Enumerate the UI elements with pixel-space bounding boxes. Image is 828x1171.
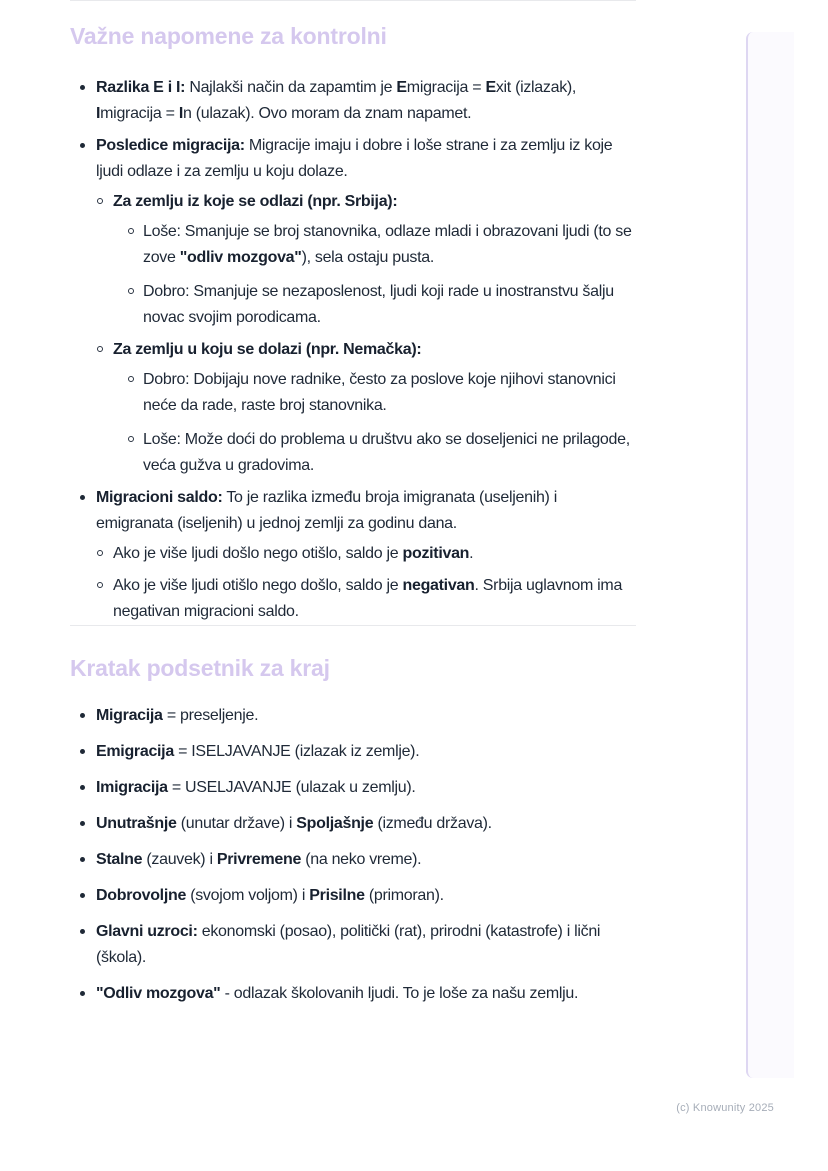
section-title: Kratak podsetnik za kraj xyxy=(70,655,330,681)
section-vazne-napomene xyxy=(70,22,636,625)
list-item xyxy=(96,337,636,479)
list-item-text: Za zemlju u koju se dolazi (npr. Nemačka): xyxy=(113,341,422,358)
list-item-text: Za zemlju iz koje se odlazi (npr. Srbija): xyxy=(113,193,398,210)
list-item-text: Ako je više ljudi otišlo nego došlo, saldo je negativan. Srbija uglavnom ima negativan migracioni saldo. xyxy=(113,577,623,620)
list-item xyxy=(70,485,636,625)
list-item-text: Stalne (zauvek) i Privremene (na neko vreme). xyxy=(96,851,422,868)
list-item xyxy=(113,219,636,271)
list-item xyxy=(113,427,636,479)
list-item xyxy=(113,279,636,331)
section-divider xyxy=(70,625,636,626)
list-item xyxy=(70,883,636,909)
list-item xyxy=(96,189,636,331)
bullet-list xyxy=(70,75,636,625)
bullet-sublist xyxy=(96,541,636,625)
list-item-text: "Odliv mozgova" - odlazak školovanih ljudi. To je loše za našu zemlju. xyxy=(96,985,579,1002)
list-item xyxy=(96,541,636,567)
list-item-text: Unutrašnje (unutar države) i Spoljašnje (između država). xyxy=(96,815,492,832)
bullet-list xyxy=(70,703,636,1007)
list-item xyxy=(70,847,636,873)
list-item-text: Loše: Može doći do problema u društvu ako se doseljenici ne prilagode, veća gužva u gradovima. xyxy=(143,431,630,474)
list-item xyxy=(70,811,636,837)
copyright-footer: (c) Knowunity 2025 xyxy=(676,1102,774,1114)
list-item-text: Ako je više ljudi došlo nego otišlo, saldo je pozitivan. xyxy=(113,545,474,562)
section-kratak-podsetnik xyxy=(70,654,636,1007)
bullet-sublist xyxy=(96,189,636,479)
section-divider xyxy=(70,0,636,1)
list-item xyxy=(70,919,636,971)
list-item-text: Dobrovoljne (svojom voljom) i Prisilne (primoran). xyxy=(96,887,444,904)
list-item-text: Razlika E i I: Najlakši način da zapamtim je Emigracija = Exit (izlazak), Imigracija = In (ulazak). Ovo moram da znam napamet. xyxy=(96,79,577,122)
list-item xyxy=(96,573,636,625)
section-title: Važne napomene za kontrolni xyxy=(70,23,387,49)
document-content xyxy=(70,0,636,1007)
list-item-text: Migracija = preseljenje. xyxy=(96,707,259,724)
list-item-text: Dobro: Dobijaju nove radnike, često za poslove koje njihovi stanovnici neće da rade, raste broj stanovnika. xyxy=(143,371,616,414)
bullet-sublist xyxy=(113,367,636,479)
list-item xyxy=(70,75,636,127)
list-item xyxy=(70,739,636,765)
list-item-text: Glavni uzroci: ekonomski (posao), politički (rat), prirodni (katastrofe) i lični (škola). xyxy=(96,923,601,966)
list-item-text: Emigracija = ISELJAVANJE (izlazak iz zemlje). xyxy=(96,743,420,760)
list-item xyxy=(70,703,636,729)
list-item-text: Loše: Smanjuje se broj stanovnika, odlaze mladi i obrazovani ljudi (to se zove "odliv mozgova"), sela ostaju pusta. xyxy=(143,223,632,266)
list-item-text: Migracioni saldo: To je razlika između broja imigranata (useljenih) i emigranata (iseljenih) u jednoj zemlji za godinu dana. xyxy=(96,489,557,532)
list-item-text: Posledice migracija: Migracije imaju i dobre i loše strane i za zemlju iz koje ljudi odlaze i za zemlju u koju dolaze. xyxy=(96,137,613,180)
list-item-text: Imigracija = USELJAVANJE (ulazak u zemlju). xyxy=(96,779,416,796)
page-edge-decoration xyxy=(746,32,794,1078)
list-item-text: Dobro: Smanjuje se nezaposlenost, ljudi koji rade u inostranstvu šalju novac svojim porodicama. xyxy=(143,283,614,326)
list-item xyxy=(70,775,636,801)
list-item xyxy=(113,367,636,419)
list-item xyxy=(70,981,636,1007)
list-item xyxy=(70,133,636,479)
bullet-sublist xyxy=(113,219,636,331)
